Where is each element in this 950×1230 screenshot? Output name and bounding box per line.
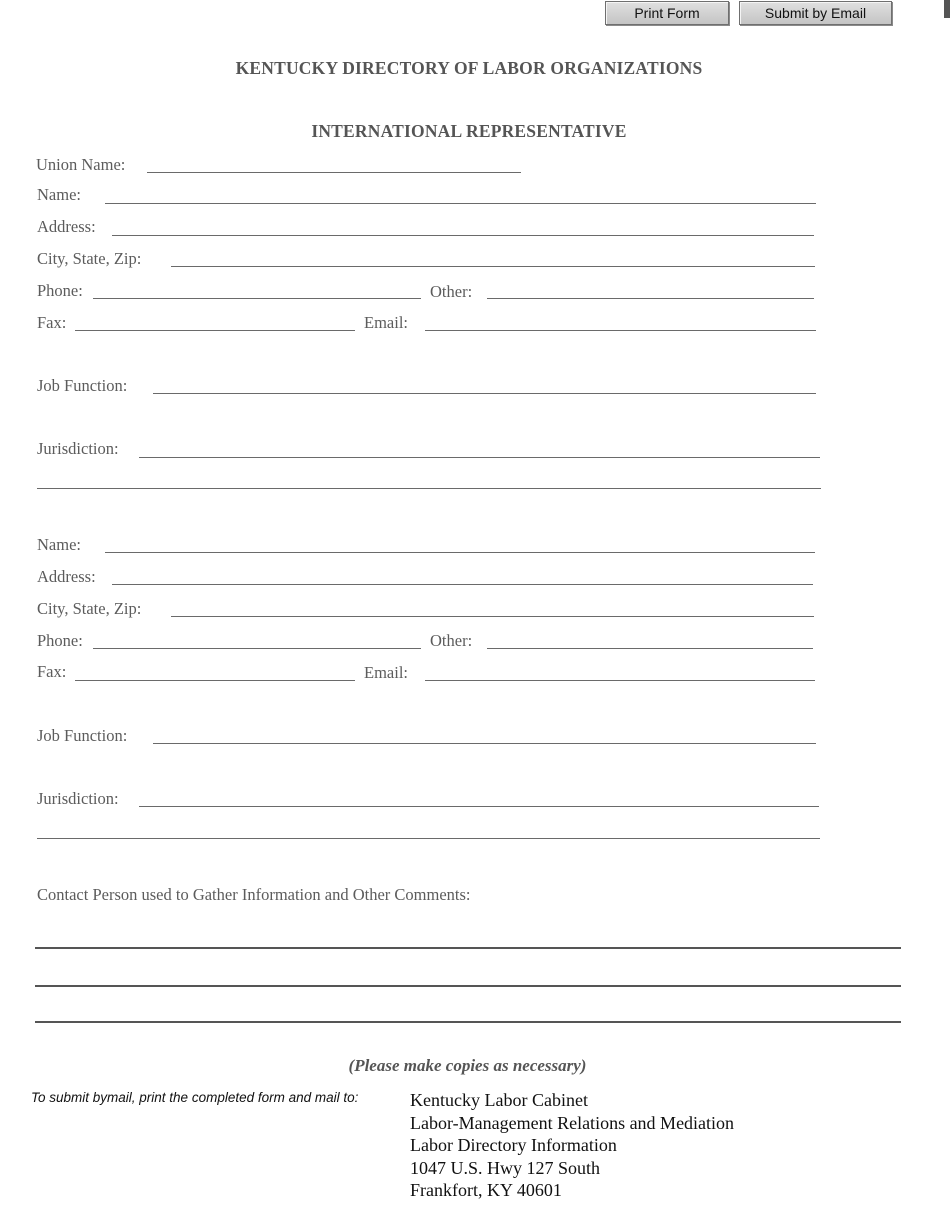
rep1-job-function-field[interactable]	[153, 393, 816, 394]
address-line: Frankfort, KY 40601	[410, 1180, 562, 1200]
rep1-city-field[interactable]	[171, 266, 815, 267]
mailing-address	[410, 1089, 734, 1202]
rep2-email-field[interactable]	[425, 680, 815, 681]
rep1-name-label: Name:	[37, 185, 81, 204]
submit-by-email-button[interactable]: Submit by Email	[739, 1, 892, 25]
rep2-other-label: Other:	[430, 631, 473, 650]
address-line: Kentucky Labor Cabinet	[410, 1090, 588, 1110]
page-subtitle: INTERNATIONAL REPRESENTATIVE	[311, 121, 627, 141]
rep2-job-function-field[interactable]	[153, 743, 816, 744]
rep2-email-label: Email:	[364, 663, 408, 682]
rep1-jurisdiction-field[interactable]	[139, 457, 820, 458]
rep2-jurisdiction-label: Jurisdiction:	[37, 789, 119, 808]
rep1-fax-label: Fax:	[37, 313, 67, 332]
print-form-button[interactable]: Print Form	[605, 1, 729, 25]
rep1-email-field[interactable]	[425, 330, 816, 331]
copies-note: (Please make copies as necessary)	[348, 1056, 587, 1075]
rep1-other-label: Other:	[430, 282, 473, 301]
rep2-phone-label: Phone:	[37, 631, 83, 650]
rep2-address-label: Address:	[37, 567, 96, 586]
rep2-job-function-label: Job Function:	[37, 726, 128, 745]
address-line: Labor-Management Relations and Mediation	[410, 1112, 735, 1133]
rep1-address-label: Address:	[37, 217, 96, 236]
rep2-city-label: City, State, Zip:	[37, 599, 142, 618]
rep2-name-field[interactable]	[105, 552, 815, 553]
page-edge-mark	[944, 0, 950, 18]
rep1-name-field[interactable]	[105, 203, 816, 204]
rep1-phone-label: Phone:	[37, 281, 83, 300]
address-line: Labor Directory Information	[410, 1135, 617, 1155]
rep2-fax-label: Fax:	[37, 662, 67, 681]
rep2-address-field[interactable]	[112, 584, 813, 585]
rep2-city-field[interactable]	[171, 616, 814, 617]
rep1-jurisdiction-label: Jurisdiction:	[37, 439, 119, 458]
comments-line-2[interactable]	[35, 985, 901, 987]
mail-instruction: To submit bymail, print the completed form and mail to:	[31, 1090, 359, 1105]
rep1-address-field[interactable]	[112, 235, 814, 236]
rep1-email-label: Email:	[364, 313, 408, 332]
rep2-phone-field[interactable]	[93, 648, 421, 649]
rep2-other-field[interactable]	[487, 648, 813, 649]
rep1-fax-field[interactable]	[75, 330, 355, 331]
union-name-label: Union Name:	[36, 155, 126, 174]
rep2-jurisdiction-field-2[interactable]	[37, 838, 820, 839]
rep1-job-function-label: Job Function:	[37, 376, 128, 395]
rep2-fax-field[interactable]	[75, 680, 355, 681]
comments-line-1[interactable]	[35, 947, 901, 949]
comments-label: Contact Person used to Gather Information and Other Comments:	[37, 885, 471, 904]
page-title: KENTUCKY DIRECTORY OF LABOR ORGANIZATIONS	[235, 58, 703, 78]
comments-line-3[interactable]	[35, 1021, 901, 1023]
rep1-city-label: City, State, Zip:	[37, 249, 142, 268]
rep1-jurisdiction-field-2[interactable]	[37, 488, 821, 489]
rep2-jurisdiction-field[interactable]	[139, 806, 819, 807]
rep1-phone-field[interactable]	[93, 298, 421, 299]
rep2-name-label: Name:	[37, 535, 81, 554]
rep1-other-field[interactable]	[487, 298, 814, 299]
union-name-field[interactable]	[147, 172, 521, 173]
address-line: 1047 U.S. Hwy 127 South	[410, 1157, 601, 1178]
